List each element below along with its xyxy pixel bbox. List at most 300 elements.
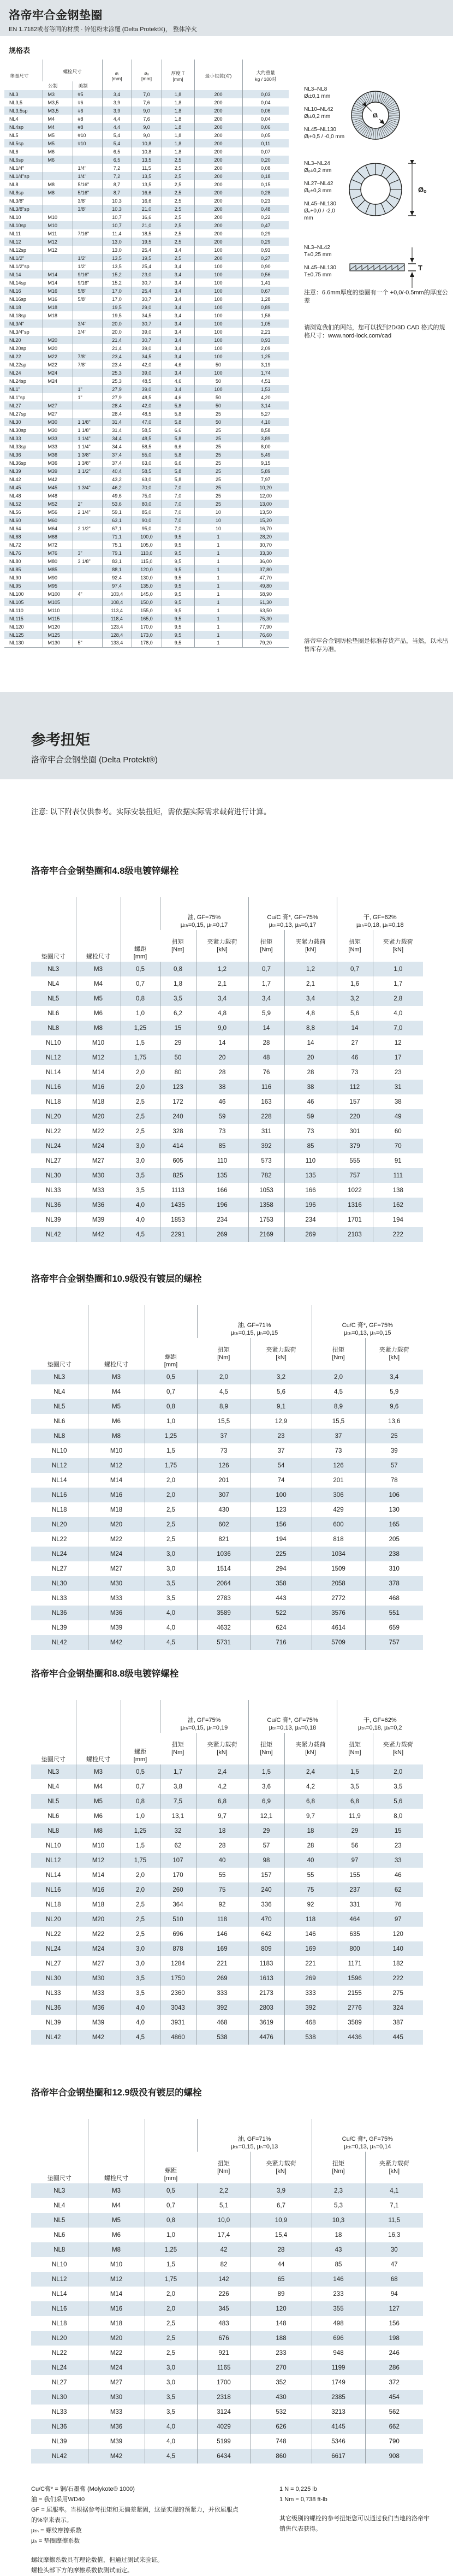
table-cell: 1 bbox=[194, 631, 242, 639]
table-cell: 37,4 bbox=[102, 459, 132, 467]
table-cell: M8 bbox=[43, 180, 73, 188]
table-cell: 2,5 bbox=[145, 2316, 197, 2331]
table-cell bbox=[73, 221, 102, 229]
table-cell: 9,5 bbox=[162, 582, 194, 590]
table-cell: 3,4 bbox=[162, 287, 194, 295]
col-bolt-size: 螺栓尺寸 bbox=[76, 1700, 121, 1764]
table-cell: M16 bbox=[43, 287, 73, 295]
table-cell: M42 bbox=[88, 2449, 145, 2464]
table-cell: NL60 bbox=[9, 517, 21, 523]
table-cell: NL4sp bbox=[9, 124, 24, 130]
table-cell: 94 bbox=[365, 2287, 423, 2301]
table-cell: NL3,5sp bbox=[9, 108, 28, 114]
table-cell: 6,8 bbox=[337, 1794, 373, 1809]
table-cell: 270 bbox=[251, 2360, 312, 2375]
table-cell: 178,0 bbox=[132, 639, 162, 647]
table-cell: 58,90 bbox=[242, 590, 289, 598]
table-cell: 40 bbox=[196, 1853, 248, 1868]
table-cell: M36 bbox=[76, 1198, 121, 1212]
table-cell: M4 bbox=[43, 115, 73, 123]
table-cell: 31,4 bbox=[102, 426, 132, 434]
table-cell: M27 bbox=[88, 1561, 145, 1576]
table-cell: 269 bbox=[284, 1227, 337, 1242]
table-cell: NL36 bbox=[52, 2423, 67, 2430]
table-cell: 311 bbox=[248, 1124, 284, 1139]
table-cell: 150,0 bbox=[132, 598, 162, 606]
table-cell: NL68 bbox=[9, 534, 21, 540]
table-cell: NL16 bbox=[46, 1083, 61, 1091]
table-cell: 1613 bbox=[248, 1971, 284, 1986]
table-cell: NL18 bbox=[9, 304, 21, 310]
table-row bbox=[4, 98, 289, 106]
table-cell: M30 bbox=[43, 418, 73, 426]
table-cell: 294 bbox=[251, 1561, 312, 1576]
table-cell: NL4 bbox=[9, 116, 19, 122]
table-cell: 7,0 bbox=[132, 90, 162, 98]
table-row bbox=[31, 1198, 423, 1212]
table-row bbox=[4, 623, 289, 631]
col-torque: 扭矩 [Nm] bbox=[171, 1742, 184, 1756]
table-cell: 6,8 bbox=[284, 1794, 337, 1809]
table-cell: NL27 bbox=[9, 402, 21, 408]
table-cell: 221 bbox=[196, 1956, 248, 1971]
table-cell: 0,29 bbox=[242, 238, 289, 246]
table-cell: 100 bbox=[194, 385, 242, 393]
table-row bbox=[4, 557, 289, 565]
table-cell: NL20 bbox=[46, 1113, 61, 1120]
table-cell: 0,93 bbox=[242, 246, 289, 254]
table-row bbox=[4, 197, 289, 205]
table-cell: 27 bbox=[337, 1035, 373, 1050]
table-cell: 28 bbox=[284, 1065, 337, 1080]
table-cell: M18 bbox=[76, 1897, 121, 1912]
table-row bbox=[31, 1399, 423, 1414]
table-row bbox=[4, 360, 289, 369]
table-cell: 908 bbox=[365, 2449, 423, 2464]
table-cell: NL1/2"sp bbox=[9, 263, 29, 269]
table-cell: 53,6 bbox=[102, 500, 132, 508]
table-cell: 2155 bbox=[337, 1986, 373, 2000]
table-cell: 9,1 bbox=[251, 1399, 312, 1414]
table-row bbox=[4, 500, 289, 508]
table-cell: 58,5 bbox=[132, 467, 162, 475]
table-cell: 127 bbox=[365, 2301, 423, 2316]
table-cell: 28,4 bbox=[102, 410, 132, 418]
table-cell: M14 bbox=[43, 270, 73, 279]
table-cell: 662 bbox=[365, 2419, 423, 2434]
col-clamp-load: 夹紧力载荷 [kN] bbox=[373, 1733, 423, 1764]
table-cell: 92 bbox=[284, 1897, 337, 1912]
col-torque: 扭矩 [Nm] bbox=[217, 2160, 230, 2175]
table-cell: NL10sp bbox=[9, 222, 27, 228]
table-row bbox=[31, 962, 423, 976]
table-cell: 4,8 bbox=[284, 1006, 337, 1021]
table-cell: 31 bbox=[373, 1080, 423, 1094]
table-cell: 8,7 bbox=[102, 180, 132, 188]
table-cell bbox=[43, 254, 73, 262]
table-cell: 3,2 bbox=[251, 1370, 312, 1384]
table-cell: 430 bbox=[197, 1502, 251, 1517]
table-cell: 757 bbox=[337, 1168, 373, 1183]
table-cell: 3,0 bbox=[145, 1547, 197, 1561]
table-cell: 135 bbox=[284, 1168, 337, 1183]
table-cell: 3,0 bbox=[145, 2375, 197, 2390]
table-row bbox=[31, 2405, 423, 2419]
table-cell: NL12sp bbox=[9, 247, 27, 253]
table-cell: M4 bbox=[76, 976, 121, 991]
table-cell: 100,0 bbox=[132, 532, 162, 541]
table-cell: 1 1/8" bbox=[73, 426, 102, 434]
table-row bbox=[4, 573, 289, 582]
table-cell: NL27sp bbox=[9, 411, 27, 417]
torque-table-4-8 bbox=[31, 897, 423, 1242]
table-cell: 55,0 bbox=[132, 451, 162, 459]
table-cell: 48,5 bbox=[132, 434, 162, 442]
table-cell: 2,0 bbox=[145, 2287, 197, 2301]
table-cell: NL5 bbox=[53, 2217, 65, 2224]
table-cell: 169 bbox=[196, 1941, 248, 1956]
table-cell: M80 bbox=[43, 557, 73, 565]
table-cell: 2776 bbox=[337, 2000, 373, 2015]
col-clamp-load: 夹紧力载荷 [kN] bbox=[284, 930, 337, 962]
table-row bbox=[4, 147, 289, 156]
footnote-line: µₕ = 垫圈摩擦系数 bbox=[31, 2538, 80, 2544]
col-torque: 扭矩 [Nm] bbox=[337, 1733, 373, 1764]
table-cell: 696 bbox=[160, 1927, 196, 1941]
table-row bbox=[4, 287, 289, 295]
table-row bbox=[31, 1414, 423, 1429]
table-cell: 3,8 bbox=[160, 1779, 196, 1794]
table-cell: 200 bbox=[194, 164, 242, 172]
table-cell: 10,8 bbox=[132, 147, 162, 156]
table-cell: 0,04 bbox=[242, 115, 289, 123]
table-cell: 0,8 bbox=[121, 991, 160, 1006]
table-cell: 46 bbox=[373, 1868, 423, 1882]
table-cell: 73 bbox=[196, 1124, 248, 1139]
group-dry: 干, GF=62% µₜₕ=0,18, µₕ=0,18 bbox=[337, 897, 423, 930]
table-cell: 3589 bbox=[197, 1606, 251, 1620]
table-cell: 3589 bbox=[337, 2015, 373, 2030]
table-cell: 1034 bbox=[312, 1547, 365, 1561]
table-cell: M16 bbox=[76, 1080, 121, 1094]
table-cell: NL42 bbox=[9, 476, 21, 482]
table-cell: 40,4 bbox=[102, 467, 132, 475]
table-cell: 2,8 bbox=[373, 991, 423, 1006]
table-cell: 79,1 bbox=[102, 549, 132, 557]
table-cell: 188 bbox=[251, 2331, 312, 2346]
table-cell: 333 bbox=[284, 1986, 337, 2000]
table-cell: 73 bbox=[337, 1065, 373, 1080]
table-cell: 3,4 bbox=[162, 303, 194, 311]
table-cell: 10 bbox=[194, 524, 242, 532]
col-torque: 扭矩 [Nm] bbox=[312, 1338, 365, 1370]
table-cell: M36 bbox=[43, 459, 73, 467]
table-cell: 112 bbox=[337, 1080, 373, 1094]
table-cell: M16 bbox=[43, 295, 73, 303]
table-cell: 1,8 bbox=[162, 147, 194, 156]
torque-table-10-9 bbox=[31, 1305, 423, 1650]
table-cell: 5,6 bbox=[373, 1794, 423, 1809]
table-cell: 13,6 bbox=[365, 1414, 423, 1429]
table-row bbox=[4, 442, 289, 451]
table-cell: 2,0 bbox=[145, 1473, 197, 1488]
table-cell: 1,7 bbox=[248, 976, 284, 991]
table-cell: 5,49 bbox=[242, 451, 289, 459]
table-cell: 46 bbox=[284, 1094, 337, 1109]
table-cell: 4,8 bbox=[196, 1006, 248, 1021]
col-torque: 扭矩 [Nm] bbox=[248, 930, 284, 962]
table-cell: M6 bbox=[88, 2228, 145, 2242]
table-cell: M14 bbox=[88, 1473, 145, 1488]
table-cell: NL10 bbox=[52, 2261, 67, 2268]
table-cell: M30 bbox=[88, 2390, 145, 2405]
table-cell: 1" bbox=[73, 393, 102, 401]
table-cell: 23 bbox=[251, 1429, 312, 1443]
table-cell: 7,6 bbox=[132, 115, 162, 123]
table-row bbox=[31, 1882, 423, 1897]
table-cell: NL48 bbox=[9, 493, 21, 499]
table-cell: 13,00 bbox=[242, 500, 289, 508]
table-cell: M6 bbox=[88, 1414, 145, 1429]
table-cell: 3,4 bbox=[162, 319, 194, 328]
table-cell: 25 bbox=[194, 410, 242, 418]
table-cell: 75 bbox=[284, 1882, 337, 1897]
table-cell: 2,5 bbox=[162, 221, 194, 229]
table-cell: 85 bbox=[196, 1139, 248, 1153]
table-cell: 198 bbox=[365, 2331, 423, 2346]
table-cell: 59,1 bbox=[102, 508, 132, 516]
table-cell: 3,19 bbox=[242, 360, 289, 369]
footnote-line: 油 = 我们采用WD40 bbox=[31, 2496, 85, 2503]
table-cell: 1,5 bbox=[121, 1035, 160, 1050]
table-cell: 4632 bbox=[197, 1620, 251, 1635]
table-cell: 85 bbox=[284, 1139, 337, 1153]
table-cell: 2783 bbox=[197, 1591, 251, 1606]
table-cell: 6,7 bbox=[251, 2198, 312, 2213]
table-cell: 200 bbox=[194, 238, 242, 246]
table-cell: M27 bbox=[43, 401, 73, 410]
table-cell: 2058 bbox=[312, 1576, 365, 1591]
table-cell: M39 bbox=[88, 2434, 145, 2449]
table-cell: 8,7 bbox=[102, 188, 132, 197]
table-cell: 25 bbox=[194, 434, 242, 442]
table-cell: 1022 bbox=[337, 1183, 373, 1198]
table-cell: 55 bbox=[284, 1868, 337, 1882]
table-row bbox=[31, 1927, 423, 1941]
table-cell: 200 bbox=[194, 147, 242, 156]
table-cell: 5,8 bbox=[162, 410, 194, 418]
table-cell: 3,5 bbox=[145, 2405, 197, 2419]
table-cell: NL16 bbox=[52, 1491, 67, 1499]
table-cell: 3/8" bbox=[73, 197, 102, 205]
table-cell: 25,3 bbox=[102, 369, 132, 377]
table-cell: 3/4" bbox=[73, 328, 102, 336]
table-cell: 7,0 bbox=[162, 491, 194, 500]
table-cell: 170 bbox=[160, 1868, 196, 1882]
table-cell: 1596 bbox=[337, 1971, 373, 1986]
table-cell: 16,70 bbox=[242, 524, 289, 532]
table-cell: 392 bbox=[196, 2000, 248, 2015]
table-row bbox=[31, 2257, 423, 2272]
table-cell: NL95 bbox=[9, 583, 21, 589]
table-cell: NL18sp bbox=[9, 312, 27, 318]
table-cell: M20 bbox=[43, 344, 73, 352]
torque-table-header bbox=[31, 1700, 423, 1764]
table-cell: 100 bbox=[194, 328, 242, 336]
table-cell: 9,5 bbox=[162, 631, 194, 639]
table-cell bbox=[73, 565, 102, 573]
table-cell: NL5 bbox=[9, 132, 19, 138]
table-cell: 25 bbox=[194, 467, 242, 475]
table-cell: NL20 bbox=[9, 337, 21, 343]
table-row bbox=[4, 123, 289, 131]
table-cell: 2,5 bbox=[121, 1912, 160, 1927]
table-row bbox=[31, 2228, 423, 2242]
table-row bbox=[31, 1941, 423, 1956]
table-cell: 3,5 bbox=[160, 991, 196, 1006]
table-cell: 3213 bbox=[312, 2405, 365, 2419]
table-cell: 9,0 bbox=[196, 1021, 248, 1035]
table-cell: NL4 bbox=[47, 980, 59, 987]
table-cell: 221 bbox=[284, 1956, 337, 1971]
table-row bbox=[4, 156, 289, 164]
table-row bbox=[31, 1080, 423, 1094]
table-cell: 9,5 bbox=[162, 549, 194, 557]
table-cell: 2,0 bbox=[121, 1882, 160, 1897]
table-cell: 25 bbox=[194, 491, 242, 500]
table-cell: M68 bbox=[43, 532, 73, 541]
table-cell: 48,5 bbox=[132, 393, 162, 401]
table-cell: 16,3 bbox=[365, 2228, 423, 2242]
table-cell: 4,2 bbox=[196, 1779, 248, 1794]
table-cell: M16 bbox=[76, 1882, 121, 1897]
table-cell: 7,6 bbox=[132, 98, 162, 106]
table-cell: M4 bbox=[43, 123, 73, 131]
table-row bbox=[4, 115, 289, 123]
table-cell bbox=[73, 475, 102, 483]
table-cell: 97 bbox=[373, 1912, 423, 1927]
group-oil: 油, GF=71% µₜₕ=0,15, µₕ=0,13 bbox=[197, 2119, 312, 2152]
table-cell bbox=[43, 328, 73, 336]
table-cell: 33 bbox=[373, 1853, 423, 1868]
table-cell: 100 bbox=[194, 369, 242, 377]
table-cell: 67,1 bbox=[102, 524, 132, 532]
table-cell: M5 bbox=[43, 139, 73, 147]
table-cell: 58,5 bbox=[132, 442, 162, 451]
table-row bbox=[31, 1021, 423, 1035]
serrated-washer-icon bbox=[345, 86, 436, 147]
table-cell: M72 bbox=[43, 541, 73, 549]
table-cell: M5 bbox=[88, 1399, 145, 1414]
washer-side-view-icon bbox=[345, 244, 436, 291]
table-cell: 414 bbox=[160, 1139, 196, 1153]
table-cell: 13,0 bbox=[102, 246, 132, 254]
table-cell: 0,06 bbox=[242, 106, 289, 115]
table-row bbox=[31, 2272, 423, 2287]
table-cell: NL14 bbox=[52, 2290, 67, 2297]
table-cell: 7,0 bbox=[162, 516, 194, 524]
table-cell: 5,8 bbox=[162, 451, 194, 459]
table-cell: NL30 bbox=[52, 2394, 67, 2401]
table-cell: NL12 bbox=[52, 2276, 67, 2283]
table-cell: 2,5 bbox=[121, 1124, 160, 1139]
table-cell: NL125 bbox=[9, 632, 24, 638]
col-weight: 大约重量 kg / 100对 bbox=[242, 60, 289, 90]
table-cell: 126 bbox=[312, 1458, 365, 1473]
col-torque: 扭矩 [Nm] bbox=[217, 1347, 230, 1361]
torque-table-12-9 bbox=[31, 2119, 423, 2464]
table-row bbox=[31, 1473, 423, 1488]
table-cell: 17,0 bbox=[102, 287, 132, 295]
table-cell: M22 bbox=[43, 352, 73, 360]
table-cell: 200 bbox=[194, 180, 242, 188]
table-row bbox=[4, 205, 289, 213]
table-cell: 2,5 bbox=[145, 2346, 197, 2360]
col-clamp-load: 夹紧力载荷 [kN] bbox=[251, 2152, 312, 2183]
stock-availability-note: 洛帝牢合金钢防松垫圈是标准存货产品，当然，以未出售库存为准。 bbox=[304, 638, 448, 653]
table-cell: 860 bbox=[251, 2449, 312, 2464]
table-cell bbox=[43, 262, 73, 270]
table-row bbox=[31, 1606, 423, 1620]
table-cell: #10 bbox=[73, 131, 102, 139]
table-cell: 194 bbox=[251, 1532, 312, 1547]
table-cell: 126 bbox=[197, 1458, 251, 1473]
table-cell: 0,8 bbox=[145, 1399, 197, 1414]
table-cell: 4614 bbox=[312, 1620, 365, 1635]
table-row bbox=[4, 451, 289, 459]
table-cell: 2360 bbox=[160, 1986, 196, 2000]
table-cell: 8,9 bbox=[312, 1399, 365, 1414]
table-cell: 3,5 bbox=[337, 1779, 373, 1794]
table-cell: 14 bbox=[284, 1035, 337, 1050]
table-cell: M42 bbox=[76, 2030, 121, 2045]
table-cell: 1358 bbox=[248, 1198, 284, 1212]
table-cell: M10 bbox=[43, 221, 73, 229]
table-cell bbox=[73, 491, 102, 500]
table-row bbox=[4, 418, 289, 426]
table-cell: M6 bbox=[76, 1006, 121, 1021]
table-cell: NL3 bbox=[47, 1768, 59, 1775]
table-cell: 226 bbox=[197, 2287, 251, 2301]
table-cell: 27,9 bbox=[102, 385, 132, 393]
table-cell bbox=[73, 532, 102, 541]
table-cell: NL16sp bbox=[9, 296, 27, 302]
table-cell: M24 bbox=[43, 377, 73, 385]
table-cell: NL1/4"sp bbox=[9, 173, 29, 179]
table-cell: 10 bbox=[194, 516, 242, 524]
table-cell: 2,0 bbox=[121, 1080, 160, 1094]
table-cell: 9,5 bbox=[162, 590, 194, 598]
table-row bbox=[31, 2346, 423, 2360]
table-cell: NL10 bbox=[9, 214, 21, 220]
table-row bbox=[4, 516, 289, 524]
table-cell: NL20 bbox=[52, 1521, 67, 1528]
table-cell: M18 bbox=[88, 2316, 145, 2331]
table-cell: 14 bbox=[196, 1035, 248, 1050]
table-cell: 128,4 bbox=[102, 631, 132, 639]
col-torque: 扭矩 [Nm] bbox=[171, 939, 184, 953]
table-cell: NL16 bbox=[46, 1886, 61, 1893]
table-cell: 1514 bbox=[197, 1561, 251, 1576]
table-cell: NL27 bbox=[46, 1960, 61, 1967]
group-oil: 油, GF=71% µₜₕ=0,15, µₕ=0,15 bbox=[197, 1305, 312, 1338]
table-cell: 3,5 bbox=[121, 1183, 160, 1198]
table-cell: NL42 bbox=[52, 1639, 67, 1646]
table-cell: M8 bbox=[88, 1429, 145, 1443]
table-cell: 43,2 bbox=[102, 475, 132, 483]
table-cell: 74 bbox=[251, 1473, 312, 1488]
table-cell: M90 bbox=[43, 573, 73, 582]
